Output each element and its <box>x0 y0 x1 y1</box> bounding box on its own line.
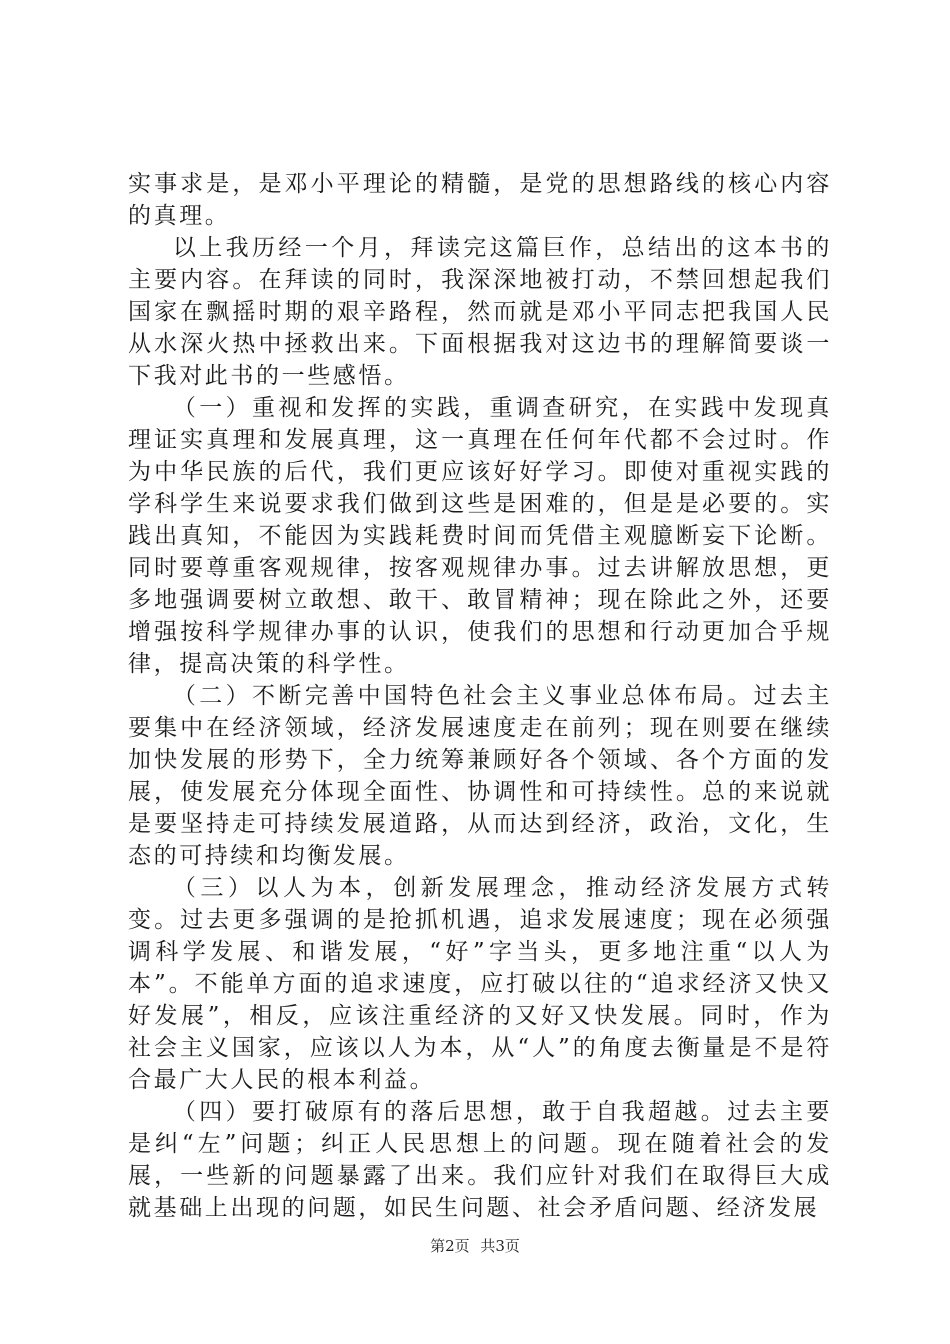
paragraph-point-4: （四）要打破原有的落后思想，敢于自我超越。过去主要是纠“左”问题；纠正人民思想上的问题。现在随着社会的发展，一些新的问题暴露了出来。我们应针对我们在取得巨大成就基础上出现的问题，如民生问题、社会矛盾问题、经济发展 <box>128 1099 832 1221</box>
paragraph-point-2: （二）不断完善中国特色社会主义事业总体布局。过去主要集中在经济领域，经济发展速度走在前列；现在则要在继续加快发展的形势下，全力统筹兼顾好各个领域、各个方面的发展，使发展充分体现全面性、协调性和可持续性。总的来说就是要坚持走可持续发展道路，从而达到经济，政治，文化，生态的可持续和均衡发展。 <box>128 683 832 869</box>
document-body <box>128 168 832 1224</box>
paragraph-point-3: （三）以人为本，创新发展理念，推动经济发展方式转变。过去更多强调的是抢抓机遇，追求发展速度；现在必须强调科学发展、和谐发展，“好”字当头，更多地注重“以人为本”。不能单方面的追求速度，应打破以往的“追求经济又快又好发展”，相反，应该注重经济的又好又快发展。同时，作为社会主义国家，应该以人为本，从“人”的角度去衡量是不是符合最广大人民的根本利益。 <box>128 875 832 1093</box>
page-total: 共3页 <box>480 1237 520 1255</box>
paragraph-continuation: 实事求是，是邓小平理论的精髓，是党的思想路线的核心内容的真理。 <box>128 171 832 229</box>
page-footer <box>0 1236 950 1256</box>
paragraph-point-1: （一）重视和发挥的实践，重调查研究，在实践中发现真理证实真理和发展真理，这一真理在任何年代都不会过时。作为中华民族的后代，我们更应该好好学习。即使对重视实践的学科学生来说要求我们做到这些是困难的，但是是必要的。实践出真知，不能因为实践耗费时间而凭借主观臆断妄下论断。同时要尊重客观规律，按客观规律办事。过去讲解放思想，更多地强调要树立敢想、敢干、敢冒精神；现在除此之外，还要增强按科学规律办事的认识，使我们的思想和行动更加合乎规律，提高决策的科学性。 <box>128 395 832 677</box>
paragraph-summary: 以上我历经一个月，拜读完这篇巨作，总结出的这本书的主要内容。在拜读的同时，我深深地被打动，不禁回想起我们国家在飘摇时期的艰辛路程，然而就是邓小平同志把我国人民从水深火热中拯救出来。下面根据我对这边书的理解简要谈一下我对此书的一些感悟。 <box>128 235 832 389</box>
page-number: 第2页 <box>430 1237 470 1255</box>
